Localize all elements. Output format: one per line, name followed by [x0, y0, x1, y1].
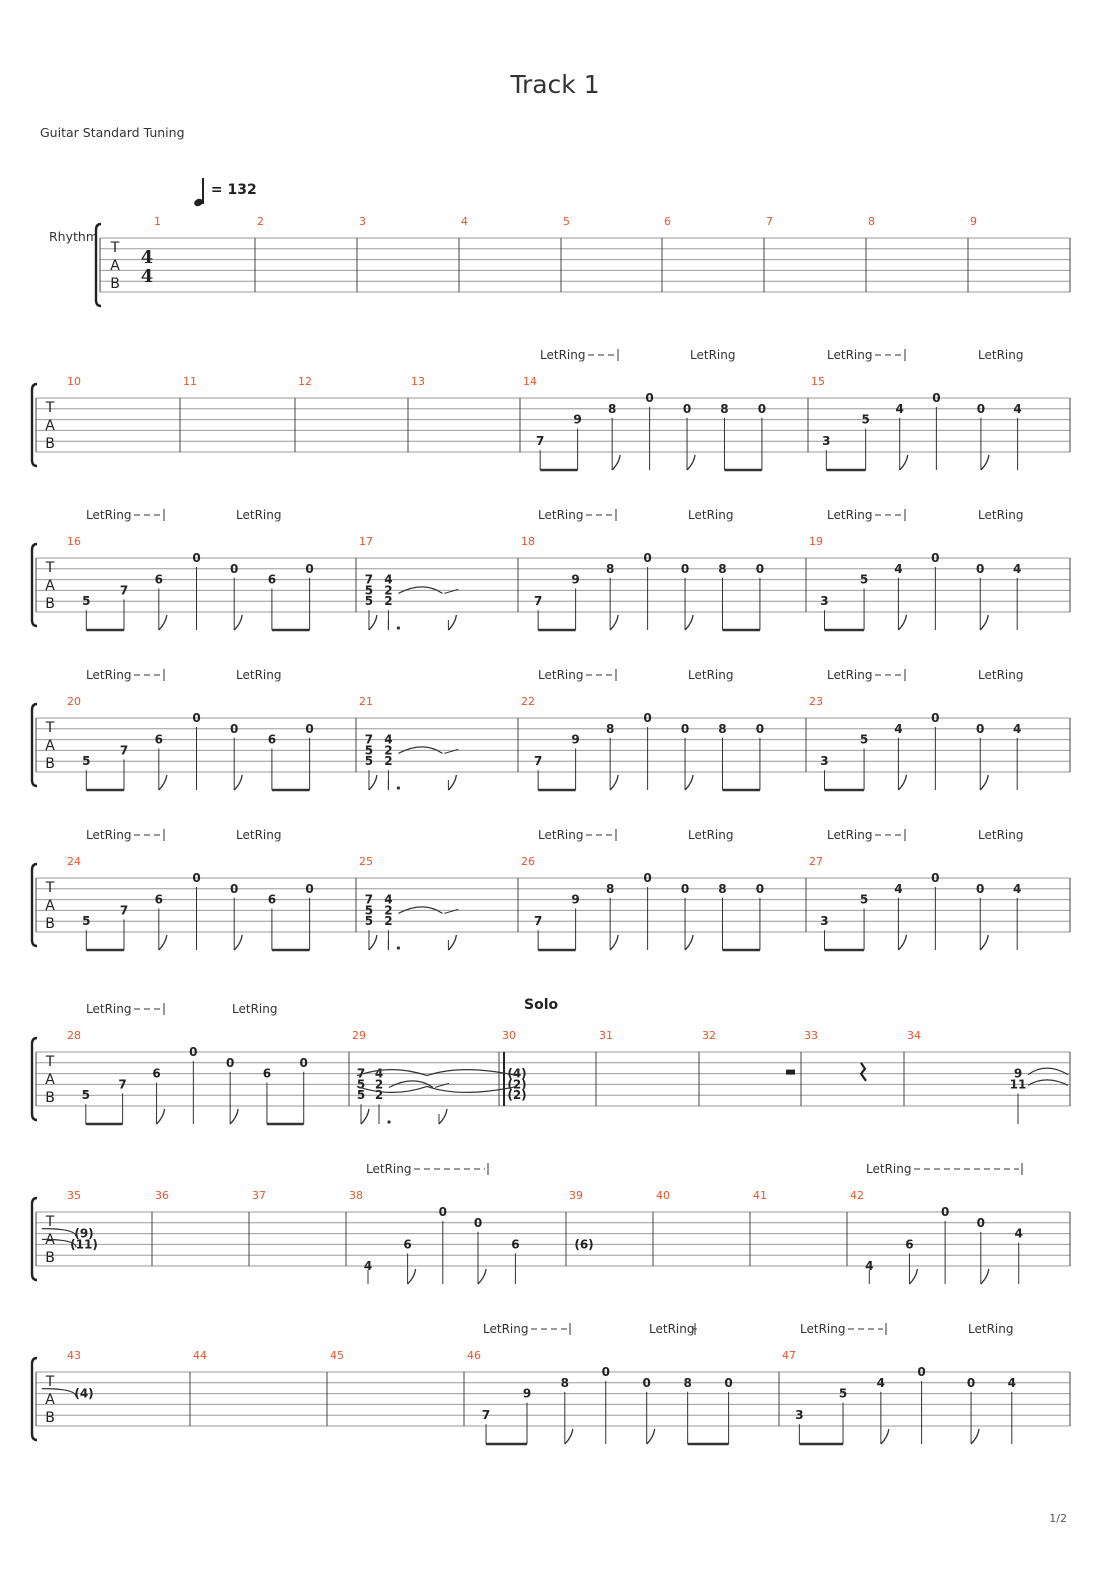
fret-number: 4: [1014, 1226, 1023, 1241]
fret-number: 0: [305, 561, 314, 576]
measure-number: 39: [569, 1189, 583, 1202]
let-ring-label: LetRing: [690, 348, 736, 362]
fret-number: 5: [364, 914, 374, 929]
tab-clef-t: T: [45, 1054, 55, 1070]
fret-number: 5: [82, 594, 91, 609]
let-ring-label: LetRing: [86, 1002, 132, 1016]
let-ring-label: LetRing: [236, 668, 282, 682]
let-ring-label: LetRing: [866, 1162, 912, 1176]
fret-number: 5: [859, 892, 869, 907]
note-flag: [900, 455, 908, 470]
fret-number: 0: [724, 1375, 733, 1390]
fret-number: 6: [905, 1237, 914, 1252]
fret-number: 6: [403, 1237, 412, 1252]
measure-number: 13: [411, 375, 425, 388]
tab-clef-t: T: [45, 560, 55, 576]
tab-clef-b: B: [110, 276, 120, 292]
measure-number: 33: [804, 1029, 818, 1042]
fret-number: 7: [118, 1077, 127, 1092]
fret-number: 0: [680, 881, 690, 896]
tab-clef-a: A: [45, 418, 55, 434]
fret-number: 2: [384, 754, 393, 769]
let-ring-label: LetRing: [538, 828, 584, 842]
tab-clef-t: T: [45, 1214, 55, 1230]
fret-number: 5: [356, 1088, 366, 1103]
tab-clef-a: A: [45, 578, 55, 594]
note-flag: [612, 455, 620, 470]
measure-number: 45: [330, 1349, 344, 1362]
fret-number: (2): [507, 1088, 527, 1103]
fret-number: 6: [267, 572, 277, 587]
note-flag: [981, 455, 989, 470]
fret-number: 0: [299, 1055, 308, 1070]
let-ring-label: LetRing: [688, 828, 734, 842]
measure-number: 14: [523, 375, 537, 388]
fret-number: 8: [605, 721, 615, 736]
let-ring-label: LetRing: [827, 348, 873, 362]
tab-system: [96, 215, 1070, 306]
fret-number: 5: [81, 1088, 90, 1103]
fret-number: 4: [363, 1259, 373, 1273]
fret-number: 0: [230, 561, 239, 576]
fret-number: 5: [364, 743, 374, 758]
fret-number: 8: [560, 1375, 569, 1390]
section-marker-solo: Solo: [524, 997, 559, 1013]
let-ring-label: LetRing: [538, 508, 584, 522]
fret-number: 5: [82, 754, 91, 769]
fret-number: 4: [1007, 1375, 1016, 1390]
fret-number: 2: [384, 914, 393, 929]
note-flag: [448, 775, 456, 790]
note-flag: [369, 935, 377, 950]
fret-number: 7: [533, 594, 543, 609]
fret-number: 5: [859, 572, 869, 587]
fret-number: 9: [571, 572, 580, 587]
tab-clef-a: A: [45, 1072, 55, 1088]
fret-number: 4: [374, 1066, 384, 1081]
fret-number: 7: [119, 903, 129, 918]
measure-number: 18: [521, 535, 535, 548]
tab-clef-a: A: [45, 1232, 55, 1248]
fret-number: 7: [535, 434, 545, 449]
measure-number: 20: [67, 695, 81, 708]
fret-number: 4: [894, 881, 903, 896]
fret-number: 5: [364, 583, 374, 598]
measure-number: 21: [359, 695, 373, 708]
note-flag: [478, 1269, 486, 1284]
fret-number: (11): [70, 1237, 98, 1252]
tab-system: [32, 668, 1070, 790]
fret-number: 4: [1013, 401, 1022, 416]
fret-number: 3: [820, 594, 829, 609]
tab-clef-t: T: [45, 1374, 55, 1390]
fret-number: 0: [438, 1205, 447, 1219]
fret-number: 0: [305, 881, 314, 896]
time-signature-digit: 4: [140, 266, 154, 287]
measure-number: 44: [193, 1349, 207, 1362]
measure-number: 46: [467, 1349, 481, 1362]
fret-number: 0: [966, 1375, 976, 1390]
measure-number: 3: [359, 215, 366, 228]
fret-number: 9: [571, 892, 580, 907]
fret-number: 7: [119, 743, 129, 758]
note-flag: [157, 1109, 165, 1124]
fret-number: 0: [976, 721, 985, 736]
fret-number: 7: [364, 732, 374, 747]
measure-number: 36: [155, 1189, 169, 1202]
note-flag: [610, 615, 618, 630]
fret-number: 0: [755, 721, 765, 736]
fret-number: 2: [374, 1077, 384, 1092]
measure-number: 6: [664, 215, 671, 228]
note-flag: [159, 615, 167, 630]
fret-number: 0: [305, 721, 314, 736]
fret-number: 8: [683, 1375, 692, 1390]
fret-number: 0: [976, 561, 985, 576]
note-flag: [898, 935, 906, 950]
measure-number: 7: [766, 215, 773, 228]
fret-number: 0: [473, 1215, 483, 1230]
tab-clef-a: A: [45, 898, 55, 914]
tab-system: [32, 508, 1070, 630]
dot: [397, 626, 400, 629]
time-signature-digit: 4: [140, 247, 154, 268]
let-ring-label: LetRing: [978, 668, 1024, 682]
tab-clef-b: B: [45, 436, 55, 452]
dot: [387, 1120, 390, 1123]
fret-number: 7: [119, 583, 129, 598]
measure-number: 41: [753, 1189, 767, 1202]
fret-number: 5: [859, 732, 869, 747]
tab-clef-b: B: [45, 596, 55, 612]
note-flag: [647, 1429, 655, 1444]
fret-number: 2: [384, 594, 393, 609]
fret-number: 2: [384, 743, 393, 758]
fret-number: 0: [932, 391, 941, 405]
note-flag: [610, 775, 618, 790]
measure-number: 22: [521, 695, 535, 708]
fret-number: (4): [507, 1066, 527, 1081]
let-ring-label: LetRing: [483, 1322, 529, 1336]
note-flag: [234, 615, 242, 630]
tab-clef-b: B: [45, 1090, 55, 1106]
measure-number: 17: [359, 535, 373, 548]
fret-number: 2: [384, 903, 393, 918]
measure-number: 32: [702, 1029, 716, 1042]
note-flag: [448, 935, 456, 950]
note-flag: [369, 775, 377, 790]
note-flag: [234, 935, 242, 950]
let-ring-label: LetRing: [688, 508, 734, 522]
note-flag: [159, 775, 167, 790]
let-ring-label: LetRing: [540, 348, 586, 362]
fret-number: 5: [838, 1386, 848, 1401]
fret-number: 5: [82, 914, 91, 929]
note-flag: [881, 1429, 889, 1444]
quarter-rest: [861, 1063, 866, 1081]
tab-system: [32, 1162, 1070, 1284]
tab-clef-a: A: [45, 1392, 55, 1408]
fret-number: 6: [154, 572, 163, 587]
let-ring-label: LetRing: [232, 1002, 278, 1016]
measure-number: 40: [656, 1189, 670, 1202]
note-flag: [980, 935, 988, 950]
note-flag: [909, 1269, 917, 1284]
fret-number: 0: [680, 561, 690, 576]
let-ring-label: LetRing: [86, 668, 132, 682]
fret-number: 2: [384, 583, 393, 598]
let-ring-label: LetRing: [649, 1322, 695, 1336]
fret-number: 0: [230, 881, 239, 896]
measure-number: 29: [352, 1029, 366, 1042]
fret-number: 0: [931, 711, 940, 725]
fret-number: 6: [152, 1066, 161, 1081]
tab-clef-t: T: [110, 240, 120, 256]
fret-number: 0: [189, 1045, 198, 1059]
measure-number: 23: [809, 695, 823, 708]
fret-number: 9: [573, 412, 582, 427]
fret-number: 4: [1013, 881, 1022, 896]
fret-number: 6: [267, 892, 277, 907]
fret-number: 0: [192, 711, 201, 725]
fret-number: 7: [364, 892, 374, 907]
tab-clef-t: T: [45, 880, 55, 896]
note-flag: [565, 1429, 573, 1444]
fret-number: 7: [533, 754, 543, 769]
measure-number: 8: [868, 215, 875, 228]
let-ring-label: LetRing: [968, 1322, 1014, 1336]
tab-clef-t: T: [45, 720, 55, 736]
fret-number: 0: [940, 1205, 950, 1219]
measure-number: 11: [183, 375, 197, 388]
fret-number: 5: [356, 1077, 366, 1092]
tab-system: [32, 1322, 1070, 1444]
fret-number: 9: [571, 732, 580, 747]
track-name: Rhythm: [49, 229, 99, 244]
fret-number: (6): [574, 1237, 594, 1252]
let-ring-label: LetRing: [236, 828, 282, 842]
fret-number: 0: [643, 871, 652, 885]
let-ring-label: LetRing: [978, 508, 1024, 522]
fret-number: 4: [894, 561, 903, 576]
measure-number: 5: [563, 215, 570, 228]
measure-number: 28: [67, 1029, 81, 1042]
fret-number: 4: [895, 401, 904, 416]
fret-number: 7: [533, 914, 543, 929]
fret-number: 0: [682, 401, 692, 416]
note-flag: [981, 1269, 989, 1284]
fret-number: 8: [720, 401, 729, 416]
fret-number: 0: [680, 721, 690, 736]
tempo-value: = 132: [210, 182, 257, 198]
measure-number: 35: [67, 1189, 81, 1202]
measure-number: 15: [811, 375, 825, 388]
let-ring-label: LetRing: [86, 508, 132, 522]
measure-number: 34: [907, 1029, 921, 1042]
fret-number: 9: [522, 1386, 532, 1401]
measure-number: 10: [67, 375, 81, 388]
fret-number: 0: [192, 551, 201, 565]
note-flag: [898, 775, 906, 790]
dot: [397, 786, 400, 789]
fret-number: 11: [1009, 1077, 1027, 1092]
note-flag: [980, 615, 988, 630]
measure-number: 37: [252, 1189, 266, 1202]
let-ring-label: LetRing: [538, 668, 584, 682]
fret-number: 4: [876, 1375, 886, 1390]
let-ring-label: LetRing: [236, 508, 282, 522]
note-flag: [439, 1109, 447, 1124]
fret-number: 8: [718, 721, 727, 736]
fret-number: 8: [607, 401, 617, 416]
let-ring-label: LetRing: [800, 1322, 846, 1336]
tab-clef-b: B: [45, 1250, 55, 1266]
fret-number: 8: [718, 881, 727, 896]
fret-number: 0: [230, 721, 239, 736]
fret-number: 0: [917, 1365, 926, 1379]
note-flag: [361, 1109, 369, 1124]
measure-number: 12: [298, 375, 312, 388]
fret-number: 0: [976, 881, 985, 896]
note-flag: [685, 935, 693, 950]
fret-number: 4: [384, 892, 393, 907]
measure-number: 1: [154, 215, 161, 228]
measure-number: 47: [782, 1349, 796, 1362]
let-ring-label: LetRing: [827, 668, 873, 682]
let-ring-label: LetRing: [86, 828, 132, 842]
measure-number: 27: [809, 855, 823, 868]
fret-number: 0: [931, 871, 940, 885]
tab-clef-b: B: [45, 916, 55, 932]
fret-number: 3: [795, 1408, 804, 1423]
fret-number: 3: [822, 434, 831, 449]
measure-number: 2: [257, 215, 264, 228]
measure-number: 9: [970, 215, 977, 228]
fret-number: 4: [894, 721, 903, 736]
fret-number: 0: [643, 711, 652, 725]
let-ring-label: LetRing: [688, 668, 734, 682]
fret-number: 6: [511, 1237, 520, 1252]
fret-number: 0: [931, 551, 940, 565]
tab-clef-a: A: [110, 258, 120, 274]
fret-number: 0: [976, 1215, 985, 1230]
dot: [397, 946, 400, 949]
fret-number: 0: [976, 401, 986, 416]
measure-number: 25: [359, 855, 373, 868]
fret-number: 0: [645, 391, 654, 405]
fret-number: 5: [861, 412, 870, 427]
fret-number: 0: [757, 401, 767, 416]
fret-number: 6: [154, 732, 163, 747]
fret-number: 0: [642, 1375, 651, 1390]
fret-number: 4: [384, 572, 393, 587]
fret-number: 8: [605, 561, 615, 576]
fret-number: 6: [267, 732, 277, 747]
let-ring-label: LetRing: [827, 508, 873, 522]
fret-number: 3: [820, 914, 829, 929]
fret-number: 4: [865, 1259, 874, 1273]
tab-clef-a: A: [45, 738, 55, 754]
fret-number: 6: [262, 1066, 272, 1081]
half-rest: [786, 1070, 795, 1075]
fret-number: 0: [601, 1365, 610, 1379]
note-flag: [610, 935, 618, 950]
note-flag: [234, 775, 242, 790]
note-flag: [685, 615, 693, 630]
fret-number: 7: [356, 1066, 366, 1081]
fret-number: 0: [192, 871, 201, 885]
page-number: 1/2: [1049, 1512, 1067, 1525]
measure-number: 24: [67, 855, 81, 868]
tuning-subtitle: Guitar Standard Tuning: [40, 125, 185, 140]
tab-system: [32, 1002, 1070, 1124]
note-flag: [230, 1109, 238, 1124]
note-flag: [369, 615, 377, 630]
let-ring-label: LetRing: [827, 828, 873, 842]
fret-number: (4): [74, 1386, 94, 1401]
note-flag: [980, 775, 988, 790]
let-ring-label: LetRing: [978, 828, 1024, 842]
let-ring-label: LetRing: [978, 348, 1024, 362]
note-flag: [448, 615, 456, 630]
tab-clef-b: B: [45, 756, 55, 772]
measure-number: 16: [67, 535, 81, 548]
fret-number: 5: [364, 754, 374, 769]
measure-number: 4: [461, 215, 468, 228]
fret-number: 5: [364, 594, 374, 609]
fret-number: 4: [384, 732, 393, 747]
note-flag: [898, 615, 906, 630]
fret-number: 8: [605, 881, 615, 896]
score-title: Track 1: [510, 70, 600, 99]
note-flag: [687, 455, 695, 470]
fret-number: 3: [820, 754, 829, 769]
measure-number: 31: [599, 1029, 613, 1042]
fret-number: 2: [374, 1088, 384, 1103]
tab-clef-b: B: [45, 1410, 55, 1426]
note-flag: [159, 935, 167, 950]
tab-system: [32, 828, 1070, 950]
fret-number: 5: [364, 903, 374, 918]
tab-system: [32, 348, 1070, 470]
measure-number: 43: [67, 1349, 81, 1362]
measure-number: 42: [850, 1189, 864, 1202]
measure-number: 30: [502, 1029, 516, 1042]
fret-number: 4: [1013, 721, 1022, 736]
fret-number: 0: [755, 561, 765, 576]
fret-number: 0: [225, 1055, 235, 1070]
fret-number: 0: [643, 551, 652, 565]
measure-number: 19: [809, 535, 823, 548]
fret-number: (9): [74, 1226, 94, 1241]
tab-clef-t: T: [45, 400, 55, 416]
note-flag: [971, 1429, 979, 1444]
fret-number: 6: [154, 892, 163, 907]
measure-number: 38: [349, 1189, 363, 1202]
measure-number: 26: [521, 855, 535, 868]
note-flag: [685, 775, 693, 790]
fret-number: 9: [1013, 1066, 1023, 1081]
fret-number: 4: [1013, 561, 1022, 576]
fret-number: 0: [755, 881, 765, 896]
fret-number: (2): [507, 1077, 527, 1092]
note-flag: [408, 1269, 416, 1284]
let-ring-label: LetRing: [366, 1162, 412, 1176]
fret-number: 7: [364, 572, 374, 587]
fret-number: 8: [718, 561, 727, 576]
fret-number: 7: [481, 1408, 491, 1423]
